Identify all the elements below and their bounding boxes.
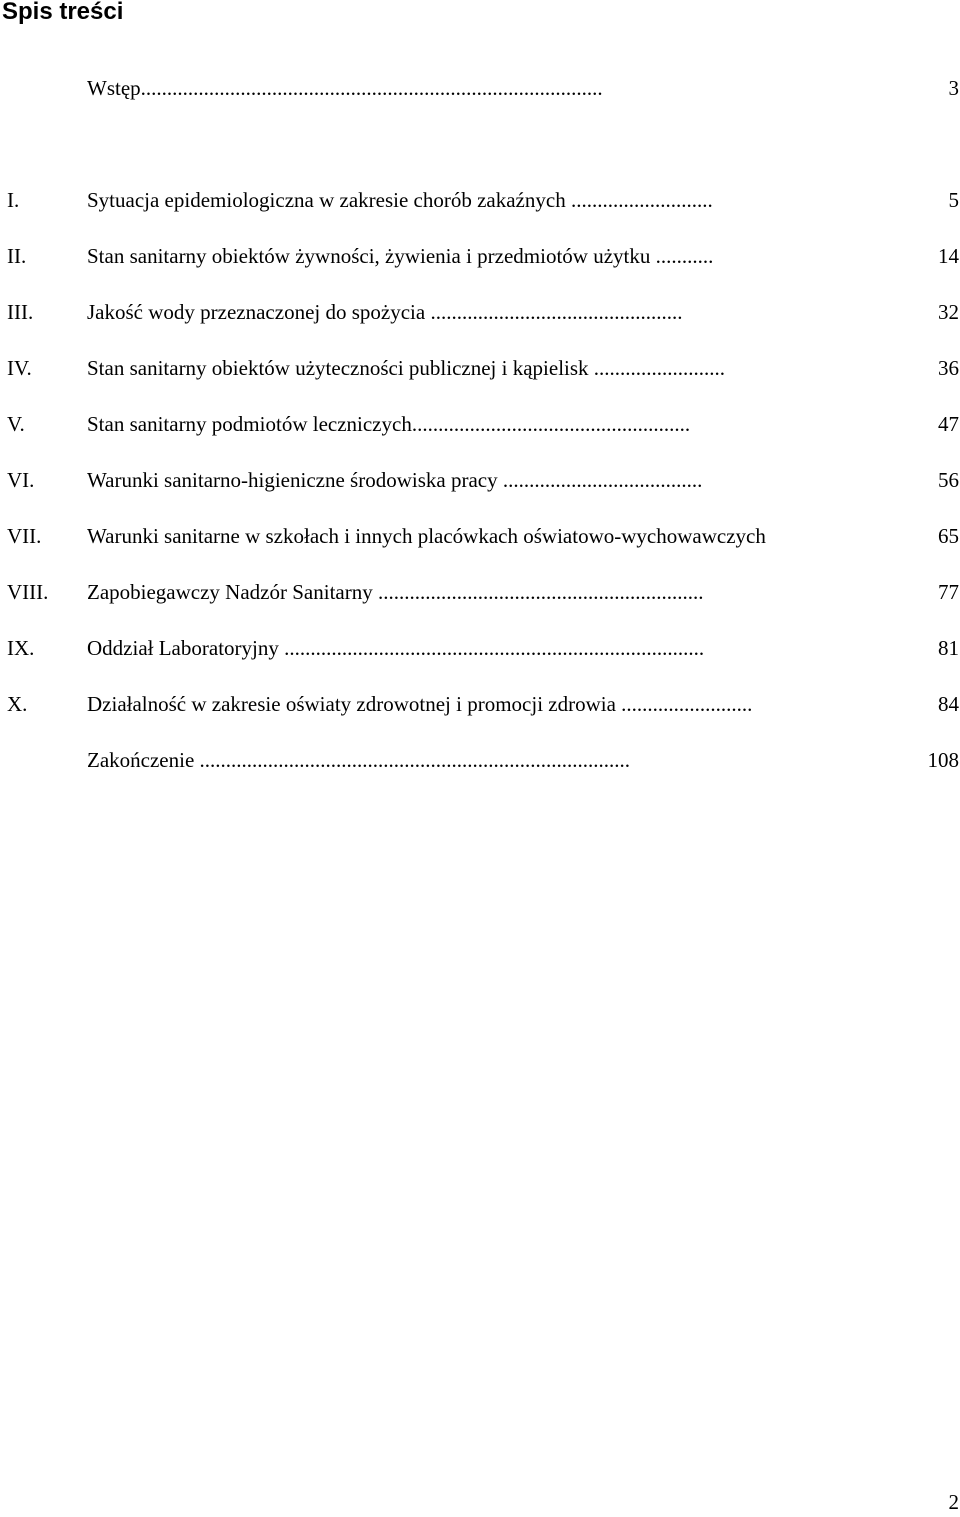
toc-entry-chapter-7[interactable] (0, 521, 960, 551)
toc-entry-chapter-4[interactable] (0, 353, 960, 383)
toc-entry-title: Stan sanitarny podmiotów leczniczych..................................................... (87, 412, 691, 436)
toc-entry-chapter-10[interactable] (0, 689, 960, 719)
toc-entry-page: 5 (948, 188, 959, 212)
toc-entry-page: 3 (948, 76, 959, 100)
toc-entry-title: Warunki sanitarno-higieniczne środowiska pracy ...................................... (87, 468, 703, 492)
toc-entry-page: 84 (938, 692, 959, 716)
toc-entry-title: Warunki sanitarne w szkołach i innych placówkach oświatowo-wychowawczych (87, 524, 766, 548)
toc-entry-number: VII. (7, 524, 42, 548)
toc-entry-chapter-3[interactable] (0, 297, 960, 327)
toc-entry-number: I. (7, 188, 20, 212)
toc-entry-title: Działalność w zakresie oświaty zdrowotnej i promocji zdrowia ......................... (87, 692, 753, 716)
toc-entry-chapter-8[interactable] (0, 577, 960, 607)
toc-entry-page: 47 (938, 412, 959, 436)
toc-entry-title: Jakość wody przeznaczonej do spożycia ................................................ (87, 300, 683, 324)
toc-entry-page: 65 (938, 524, 959, 548)
toc-entry-number: V. (7, 412, 25, 436)
toc-entry-page: 14 (938, 244, 959, 268)
toc-entry-number: VI. (7, 468, 35, 492)
toc-entry-introduction[interactable] (0, 73, 960, 103)
toc-entry-title: Stan sanitarny obiektów użyteczności publicznej i kąpielisk ......................... (87, 356, 726, 380)
toc-entry-title: Sytuacja epidemiologiczna w zakresie chorób zakaźnych ........................... (87, 188, 713, 212)
page-number: 2 (948, 1490, 959, 1514)
toc-entry-page: 56 (938, 468, 959, 492)
toc-entry-title: Oddział Laboratoryjny ................................................................................ (87, 636, 705, 660)
toc-entry-title: Stan sanitarny obiektów żywności, żywienia i przedmiotów użytku ........... (87, 244, 714, 268)
toc-entry-chapter-1[interactable] (0, 185, 960, 215)
toc-entry-number: IV. (7, 356, 32, 380)
toc-entry-number: VIII. (7, 580, 49, 604)
toc-entry-chapter-6[interactable] (0, 465, 960, 495)
toc-entry-chapter-9[interactable] (0, 633, 960, 663)
toc-entry-page: 32 (938, 300, 959, 324)
toc-entry-number: X. (7, 692, 28, 716)
toc-entry-conclusion[interactable] (0, 745, 960, 775)
toc-entry-title: Zapobiegawczy Nadzór Sanitarny .............................................................. (87, 580, 704, 604)
toc-entry-title: Zakończenie .................................................................................. (87, 748, 631, 772)
toc-entry-number: IX. (7, 636, 35, 660)
toc-entry-page: 81 (938, 636, 959, 660)
toc-entry-number: II. (7, 244, 27, 268)
toc-entry-chapter-2[interactable] (0, 241, 960, 271)
toc-entry-number: III. (7, 300, 34, 324)
toc-entry-page: 108 (927, 748, 959, 772)
page-title: Spis treści (2, 0, 124, 25)
toc-entry-page: 36 (938, 356, 959, 380)
toc-entry-chapter-5[interactable] (0, 409, 960, 439)
toc-entry-page: 77 (938, 580, 959, 604)
toc-entry-title: Wstęp........................................................................................ (87, 76, 603, 100)
